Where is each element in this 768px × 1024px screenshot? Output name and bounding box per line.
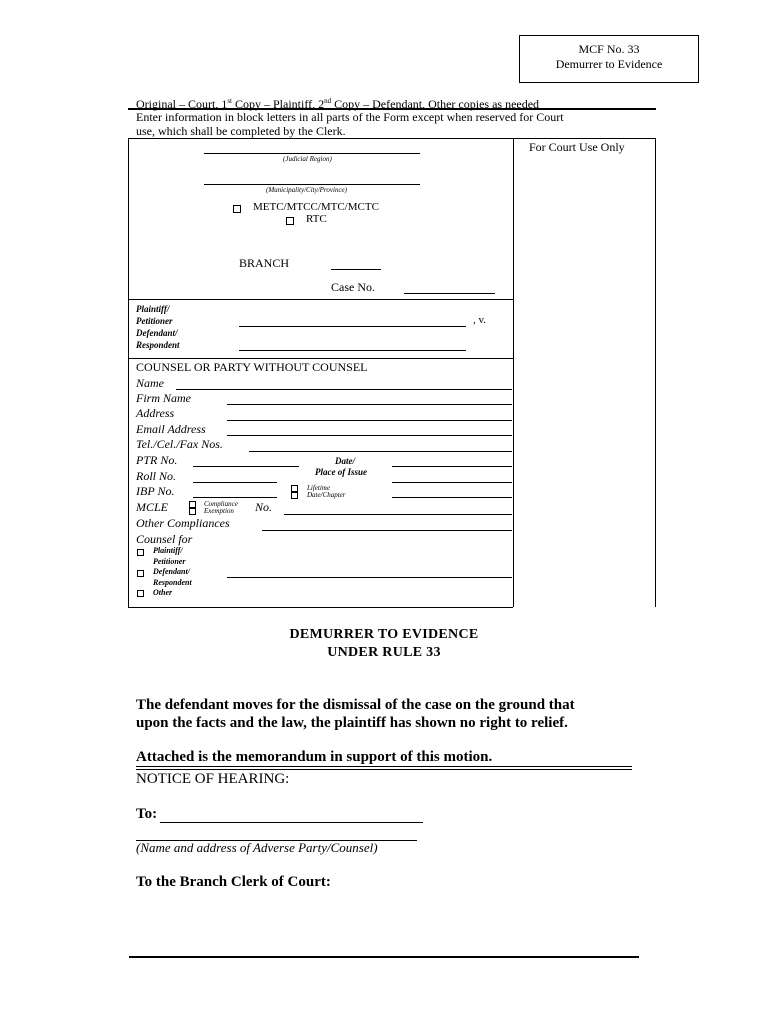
roll-field[interactable] (193, 482, 277, 483)
instructions-line-2: use, which shall be completed by the Clerk. (136, 124, 346, 138)
copies-text-1: Original – Court, 1 (136, 97, 228, 111)
paragraph-line-2: upon the facts and the law, the plaintiff has shown no right to relief. (136, 715, 568, 731)
case-no-label: Case No. (331, 280, 375, 294)
branch-clerk-label: To the Branch Clerk of Court: (136, 874, 331, 890)
ptr-field[interactable] (193, 466, 299, 467)
mcle-label: MCLE (136, 500, 169, 514)
counsel-for-field[interactable] (227, 577, 512, 578)
frame-bottom (128, 607, 513, 608)
frame-top (128, 138, 655, 139)
form-number-box (519, 35, 699, 83)
rtc-checkbox[interactable] (286, 217, 294, 225)
rtc-label: RTC (306, 213, 327, 225)
name-field[interactable] (176, 389, 512, 390)
title-line-1: DEMURRER TO EVIDENCE (289, 627, 479, 642)
address-label: Address (136, 406, 175, 420)
ibp-label: IBP No. (136, 484, 175, 498)
cf-plaintiff-1: Plaintiff/ (153, 546, 183, 555)
email-field[interactable] (227, 435, 512, 436)
case-no-field[interactable] (404, 293, 495, 294)
notice-rule-2 (136, 769, 632, 770)
defendant-label-1: Defendant/ (136, 328, 178, 338)
mcle-no-label: No. (255, 500, 273, 514)
metc-checkbox[interactable] (233, 205, 241, 213)
defendant-field[interactable] (239, 350, 466, 351)
to-field[interactable] (160, 822, 423, 823)
cf-defendant-1: Defendant/ (153, 567, 190, 576)
frame-divider (513, 138, 514, 607)
title-line-2: UNDER RULE 33 (327, 645, 441, 660)
ptr-date-field[interactable] (392, 466, 512, 467)
place-of-issue-label: Place of Issue (315, 467, 367, 477)
roll-label: Roll No. (136, 469, 177, 483)
ibp-date-field[interactable] (392, 497, 512, 498)
ibp-field[interactable] (193, 497, 277, 498)
sup-first: st (227, 97, 232, 105)
cf-plaintiff-checkbox[interactable] (137, 549, 144, 556)
plaintiff-label-2: Petitioner (136, 316, 173, 326)
form-number: MCF No. 33 (578, 42, 640, 56)
section-divider-1 (128, 299, 513, 300)
notice-rule-1 (136, 766, 632, 767)
ptr-label: PTR No. (136, 453, 178, 467)
to-label: To: (136, 806, 158, 822)
cf-other-label: Other (153, 588, 173, 597)
municipality-field[interactable] (204, 184, 420, 185)
versus-label: , v. (473, 314, 487, 326)
tel-field[interactable] (249, 451, 512, 452)
exemption-label: Exemption (204, 507, 234, 515)
email-label: Email Address (136, 422, 206, 436)
instructions-line-1: Enter information in block letters in all parts of the Form except when reserved for Court (136, 110, 564, 124)
defendant-label-2: Respondent (136, 340, 180, 350)
other-compliances-label: Other Compliances (136, 516, 230, 530)
branch-field[interactable] (331, 269, 381, 270)
lifetime-label: Lifetime (307, 484, 330, 492)
plaintiff-field[interactable] (239, 326, 466, 327)
date-chapter-label: Date/Chapter (307, 491, 346, 499)
municipality-label: (Municipality/City/Province) (266, 186, 347, 194)
counsel-heading: COUNSEL OR PARTY WITHOUT COUNSEL (136, 360, 368, 374)
frame-left (128, 138, 129, 607)
other-compliances-field[interactable] (262, 530, 512, 531)
counsel-for-label: Counsel for (136, 532, 193, 546)
compliance-checkbox[interactable] (189, 501, 196, 508)
firm-name-field[interactable] (227, 404, 512, 405)
cf-defendant-checkbox[interactable] (137, 570, 144, 577)
cf-defendant-2: Respondent (153, 578, 192, 587)
court-use-only: For Court Use Only (529, 140, 625, 154)
cf-plaintiff-2: Petitioner (153, 557, 186, 566)
date-label: Date/ (335, 456, 355, 466)
plaintiff-label-1: Plaintiff/ (136, 304, 170, 314)
copies-text-2: Copy – Plaintiff, 2 (232, 97, 325, 111)
mcle-no-field[interactable] (284, 514, 512, 515)
judicial-region-label: (Judicial Region) (283, 155, 332, 163)
name-label: Name (136, 376, 164, 390)
section-divider-2 (128, 358, 513, 359)
adverse-party-label: (Name and address of Adverse Party/Counsel) (136, 840, 378, 855)
metc-label: METC/MTCC/MTC/MCTC (253, 201, 379, 213)
lifetime-checkbox[interactable] (291, 485, 298, 492)
form-name: Demurrer to Evidence (555, 57, 663, 71)
compliance-label: Compliance (204, 500, 238, 508)
bottom-rule (129, 956, 639, 958)
copies-text-3: Copy – Defendant, Other copies as needed (331, 97, 540, 111)
paragraph-line-1: The defendant moves for the dismissal of the case on the ground that (136, 697, 575, 713)
notice-of-hearing: NOTICE OF HEARING: (136, 771, 290, 787)
sup-second: nd (324, 97, 332, 105)
branch-label: BRANCH (239, 256, 290, 270)
address-field[interactable] (227, 420, 512, 421)
exemption-checkbox[interactable] (189, 508, 196, 515)
firm-name-label: Firm Name (136, 391, 191, 405)
cf-other-checkbox[interactable] (137, 590, 144, 597)
place-field[interactable] (392, 482, 512, 483)
attached-text: Attached is the memorandum in support of this motion. (136, 749, 493, 765)
tel-label: Tel./Cel./Fax Nos. (136, 437, 223, 451)
frame-right (655, 138, 656, 607)
judicial-region-field[interactable] (204, 153, 420, 154)
date-chapter-checkbox[interactable] (291, 492, 298, 499)
